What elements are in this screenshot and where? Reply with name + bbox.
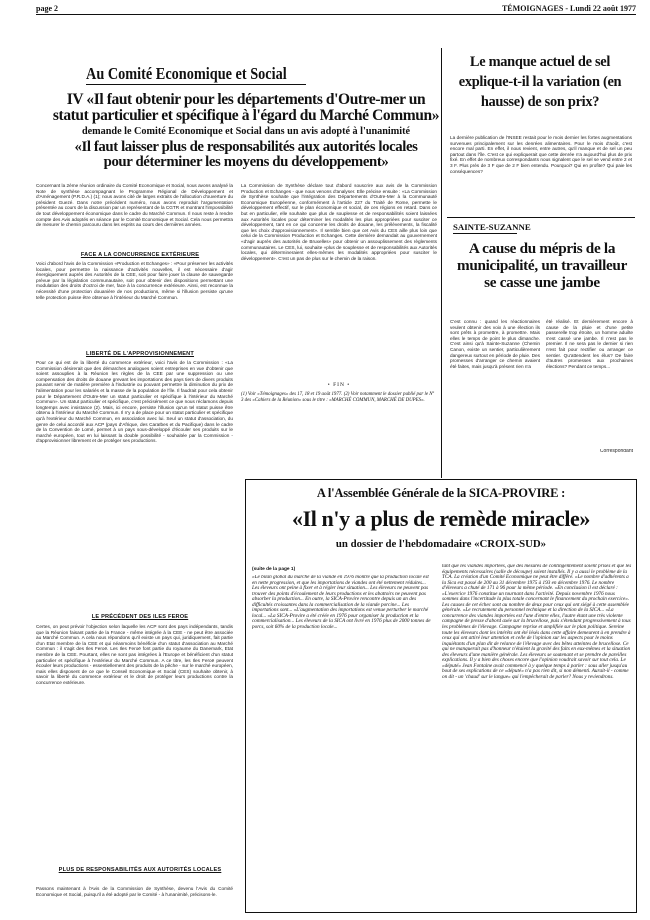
kicker-underline <box>86 84 306 85</box>
article-end-mark: • FIN • <box>327 382 351 388</box>
article-body-approvisionnement: Pour ce qui est de la liberté du commerce extérieur, voici l'avis de la Commission : «La Commission désirerait que des démarches analogues soient entreprises en vue d'obtenir que soient assouplies à la Réunion les règles de la CEE par une suppression ou une compensation des droits de douane grevant les importations des pays tiers de divers produits pouvant servir de matière première à l'industrie ou pouvant permettre la diminution du prix de l'alimentation pour les salariés et la masse de la population de l'île. Il faudrait pour cela obtenir pour le Département d'Outre-Mer un statut particulier et spécifique à l'intérieur du Marché Commun». Un statut particulier et spécifique, c'est précisément ce que nous réclamons depuis longtemps avec insistance (2). Mais, ici encore, persiste l'illusion qu'un tel statut puisse être obtenu à l'intérieur du Marché Commun. Il n'y a de place pour un statut particulier et spécifique qu'à l'extérieur du Marché Commun, en association avec lui. Seul un statut d'association, du genre de celui accordé aux ACP (pays d'Afrique, des Caraïbes et du Pacifique) dans le cadre de la Convention de Lomé, permet à un pays sous-développé d'écouler ses produits sur le marché européen, tout en lui laissant la double possibilité - souhaitée par la Commission - d'approvisionner librement et de protéger ses productions. <box>36 360 233 444</box>
article-kicker: Au Comité Economique et Social <box>86 64 287 83</box>
article-footnotes: (1) Voir «Témoignages» des 17, 18 et 19 août 1977. (2) Voir notamment le dossier publié par le Nº 3 des «Cahiers de la Réunion» sous le titre : «MARCHÉ COMMUN, MARCHÉ DE DUPES». <box>241 392 435 403</box>
page-number: page 2 <box>36 4 58 13</box>
article-body-synthese: La Commission de Synthèse déclare tout d'abord souscrire aux avis de la Commission Production et Echanges - que nous venons d'analyser. Elle précise ensuite : «La Commission de Synthèse souhaite que l'intégration des Départements d'Outre-Mer à la Communauté Economique Européenne, conformément à l'article 227 du Traité de Rome, permette le développement effectif, sur le plan économique et social, de ces régions en retard. Dans ce but en particulier, elle souhaite que plus de souplesse et de responsabilités soient laissées aux Autorités locales pour déterminer les modalités les plus appropriées pour susciter ce développement, tant en ce qui concerne les droits de douane, les prélèvements, la fiscalité que les choix d'approvisionnement». Il semble bien que cet Avis du CES aille plus loin que celui de la Commission Production et Echanges. Cette dernière demandait au gouvernement «d'agir auprès des autorités de Bruxelles» pour obtenir un assouplissement des règlements communautaires. Le CES, lui, souhaite «plus de souplesse et de responsabilités aux Autorités locales, qui détermineraient elles-mêmes les modalités appropriées pour susciter le développement». C'est un pas de plus sur le chemin de la raison. <box>241 183 437 261</box>
sica-body-col1: «Le bilan global du marché de la viande en 1976 montre que la production locale est en nette progression, et que les importations de viandes ont été nettement réduites... Les éleveurs ont peine à fixer et à régler leur situation... Les éleveurs ne peuvent pas trouver des points d'écoulement de leurs productions et les abattoirs ne peuvent pas absorber la production... En outre, la SICA-Provire rencontre depuis un an des difficultés croissantes dans la commercialisation de la viande porcine... Les importations sont... «L'augmentation des importations est venue perturber le marché local... «La SICA-Provire a été créée en 1976 pour organiser la production et la commercialisation... Les éleveurs de la SICA ont livré en 1976 plus de 2000 tonnes de porcs, soit 60% de la production locale... <box>252 575 431 630</box>
accident-body-col1: C'est connu : quand les réactionnaires veulent obtenir des voix à une élection ils sont prêts à promettre, à promettre. Mais elles le temps de point le plus dimanche. C'est ainsi qu'à Sainte-Suzanne (Chemin Canon, existe un sentier, particulièrement dangereux surtout en période de pluie. Des promesses d'arranger ce chemin avaient été faites, mais jusqu'à présent rien n'a <box>450 319 540 369</box>
sel-article-headline: Le manque actuel de sel explique-t-il la variation (en hausse) de son prix? <box>458 54 622 110</box>
sica-kicker: A l'Assemblée Générale de la SICA-PROVIRE : <box>316 486 566 500</box>
article-body-iles-feroe: Certes, on peut prévoir l'objection selon laquelle les ACP sont des pays indépendants, tandis que la Réunion faisant partie de la France - même intégrée à la CEE - ne peut être associée au Marché Commun. A cela nous répondons qu'il existe un pays qui, juridiquement, fait partie d'un Etat membre de la CEE et qui néanmoins bénéficie d'un statut d'association au Marché Commun : il s'agit des Iles Feroë. Les Iles Feroë font partie du royaume du Danemark, Etat membre de la CEE. Pourtant, elles ne sont pas intégrées à l'Europe et bénéficient d'un statut particulier et spécifique à l'extérieur du Marché Commun. A ce titre, les Iles Feroë peuvent écouler leurs productions - essentiellement des produits de la pêche - sur le marché européen, mais elles disposent de ce que le Conseil Economique et Social (CES) souhaite obtenir, à savoir la liberté du commerce extérieur et le droit de protéger leurs productions contre la concurrence extérieure. <box>36 624 233 685</box>
sica-body-col2: tant que les viandes importées, que des mesures de contingentement soient prises et que les équipements nécessaires (salle de découpe) soient installés. Il y a aussi le problème de la TCA. La création d'un Comité Economique ne peut être différé. «Le nombre d'adhérents a la Sica est passé de 200 au 31 décembre 1975 à 193 en décembre 1976. Le nombre d'éleveurs a chuté de 171 à 96 pour la même période. «En conclusion il est déclaré : «L'exercice 1976 constitue un tournant dans l'activité. Depuis novembre 1976 nous sommes dans l'incertitude la plus totale concernant le financement du prochain exercice». Les causes de cet échec sont au nombre de deux pour ceux qui ont siégé à cette assemblée générale. «Le recrutement du personnel technique et la direction de la SICA... «La concurrence des viandes importées est l'une d'entre elles, l'autre étant une très violente campagne de presse d'abord axée sur la brucellose, puis s'étendant progressivement à tous les problèmes de l'élevage. Campagne reprise et amplifiée sur le plan politique. Sereine toute les éleveurs dont les intérêts ont été lésés dans cette affaire demeurent à en prendre à ceux qui ont attiré leur attention et celle de l'opinion sur les aspects pour le moins inquiétants d'un plan dit de relance de l'élevage avec des bêtes atteintes de brucellose. Ce qui ne manquerait pas d'honneur n'étaient la gravité des faits en eux-mêmes et la situation des éleveurs d'une manière générale. Les éleveurs se soutenant et se prendre de pareilles explications. Il y a bien des choses encore que l'opinion voudrait savoir sur tout cela. Le «député» Jean Fontaine avait commencé à y quelque temps à parler : sous aller jusqu'au bout de ses explications de ce «député» n'a pas rien dit, si non démenti. Aurait-il - comme on dit - un 'chaud' sur le langue» qui l'empêcherait de parler? Nous y reviendrons. <box>442 564 632 680</box>
paper-dateline: TÉMOIGNAGES - Lundi 22 août 1977 <box>501 4 636 13</box>
subhead-responsabilites: PLUS DE RESPONSABILITÉS AUX AUTORITÉS LOCALES <box>58 867 222 873</box>
sel-article-body: La dernière publication de l'INSEE restait pour le mois dernier les fortes augmentations survenues principalement sur les denrées alimentaires. Pour le mois d'août, c'est encore mal parti. En effet, il nous revient, entre autres, qu'il manque et de sel un peu partout dans l'île. C'est ce qui expliquerait que cette denrée n'a aujourd'hui plus de prix fixé. En effet de nombreux correspondants nous signalent que le sel se vend entre 2 et 3 F. Plus près de 3 F que de 2 F bien entendu. Pourquoi? Qui en profite? Qui paie les conséquences? <box>450 135 632 174</box>
accident-headline: A cause du mépris de la municipalité, un travailleur se casse une jambe <box>456 240 628 291</box>
section-rule <box>447 217 635 218</box>
accident-signature: Correspondant <box>599 449 633 454</box>
article-deck: demande le Comité Economique et Social dans un avis adopté à l'unanimité <box>81 126 410 137</box>
page-header <box>36 3 636 15</box>
sica-deck: un dossier de l'hebdomadaire «CROIX-SUD» <box>335 538 547 550</box>
article-intro: Concernant la 2ème réunion ordinaire du Comité Economique et Social, nous avons analysé la Note de synthèse accompagnant le Programme Régional de Développement et d'Aménagement (P.R.D.A.) (1); nous avons cité de larges extraits de l'allocution d'ouverture du président Guezé. Dans notre précédent numéro, nous avons reproduit l'argumentation présentée au cours de la discussion par un représentant de la CGTR et montrant l'impossibilité de tout développement économique dans le cadre du Marché Commun. Il nous reste à rendre compte des Avis adoptés en séance par le Comité Economique et Social. Cela nous permettra de mesurer le chemin parcouru dans les esprits au cours des dernières années. <box>36 183 233 228</box>
article-subheadline: «Il faut laisser plus de responsabilités aux autorités locales pour déterminer les moyens du développement» <box>74 139 418 171</box>
sica-headline: «Il n'y a plus de remède miracle» <box>291 506 591 531</box>
sica-continuation-note: (suite de la page 1) <box>252 567 296 572</box>
article-headline: IV «Il faut obtenir pour les départements d'Outre-mer un statut particulier et spécifique à l'égard du Marché Commun» <box>52 91 440 124</box>
subhead-iles-feroe: LE PRÉCÉDENT DES ILES FEROE <box>91 614 189 620</box>
section-label: SAINTE-SUZANNE <box>453 222 531 232</box>
article-body-concurrence: Voici d'abord l'avis de la Commission «Production et Echanges» : «Pour préserver les activités locales, pour permettre la naissance d'activités nouvelles, il est nécessaire d'agir énergiquement auprès des Autorités de la CEE, soit pour faire jouer la clause de sauvegarde prévue par la législation communautaire, soit pour obtenir des dispositions permettant une modulation des droits d'octroi de mer, face à la concurrence extérieure. Ainsi, est reconnue la nécessité d'une protection douanière de nos productions, même si l'illusion persiste qu'une telle protection puisse être obtenue à l'intérieur du Marché Commun. <box>36 261 233 300</box>
subhead-concurrence: FACE A LA CONCURRENCE EXTÉRIEURE <box>80 252 200 258</box>
article-body-responsabilites: Passons maintenant à l'Avis de la Commission de Synthèse, devenu l'Avis du Comité Economique et Social, puisqu'il a été adopté par le Comité - à l'unanimité, précisons-le. <box>36 886 233 897</box>
section-label-underline <box>453 233 517 234</box>
subhead-approvisionnement: LIBERTÉ DE L'APPROVISIONNEMENT <box>85 351 195 357</box>
column-divider <box>441 48 442 478</box>
accident-body-col2: été réalisé. Et dernièrement encore à cause de la pluie et d'une petite passerelle trop étroite, un homme aduilte s'est cassé une jambe. Il n'est pas le premier. Il ne sera pas le dernier si rien n'est fait pour rectifier ou arranger ce sentier. Qu'attendent les élus? De faire d'autres promesses aux prochaines élections? Pendant ce temps... <box>546 319 633 369</box>
